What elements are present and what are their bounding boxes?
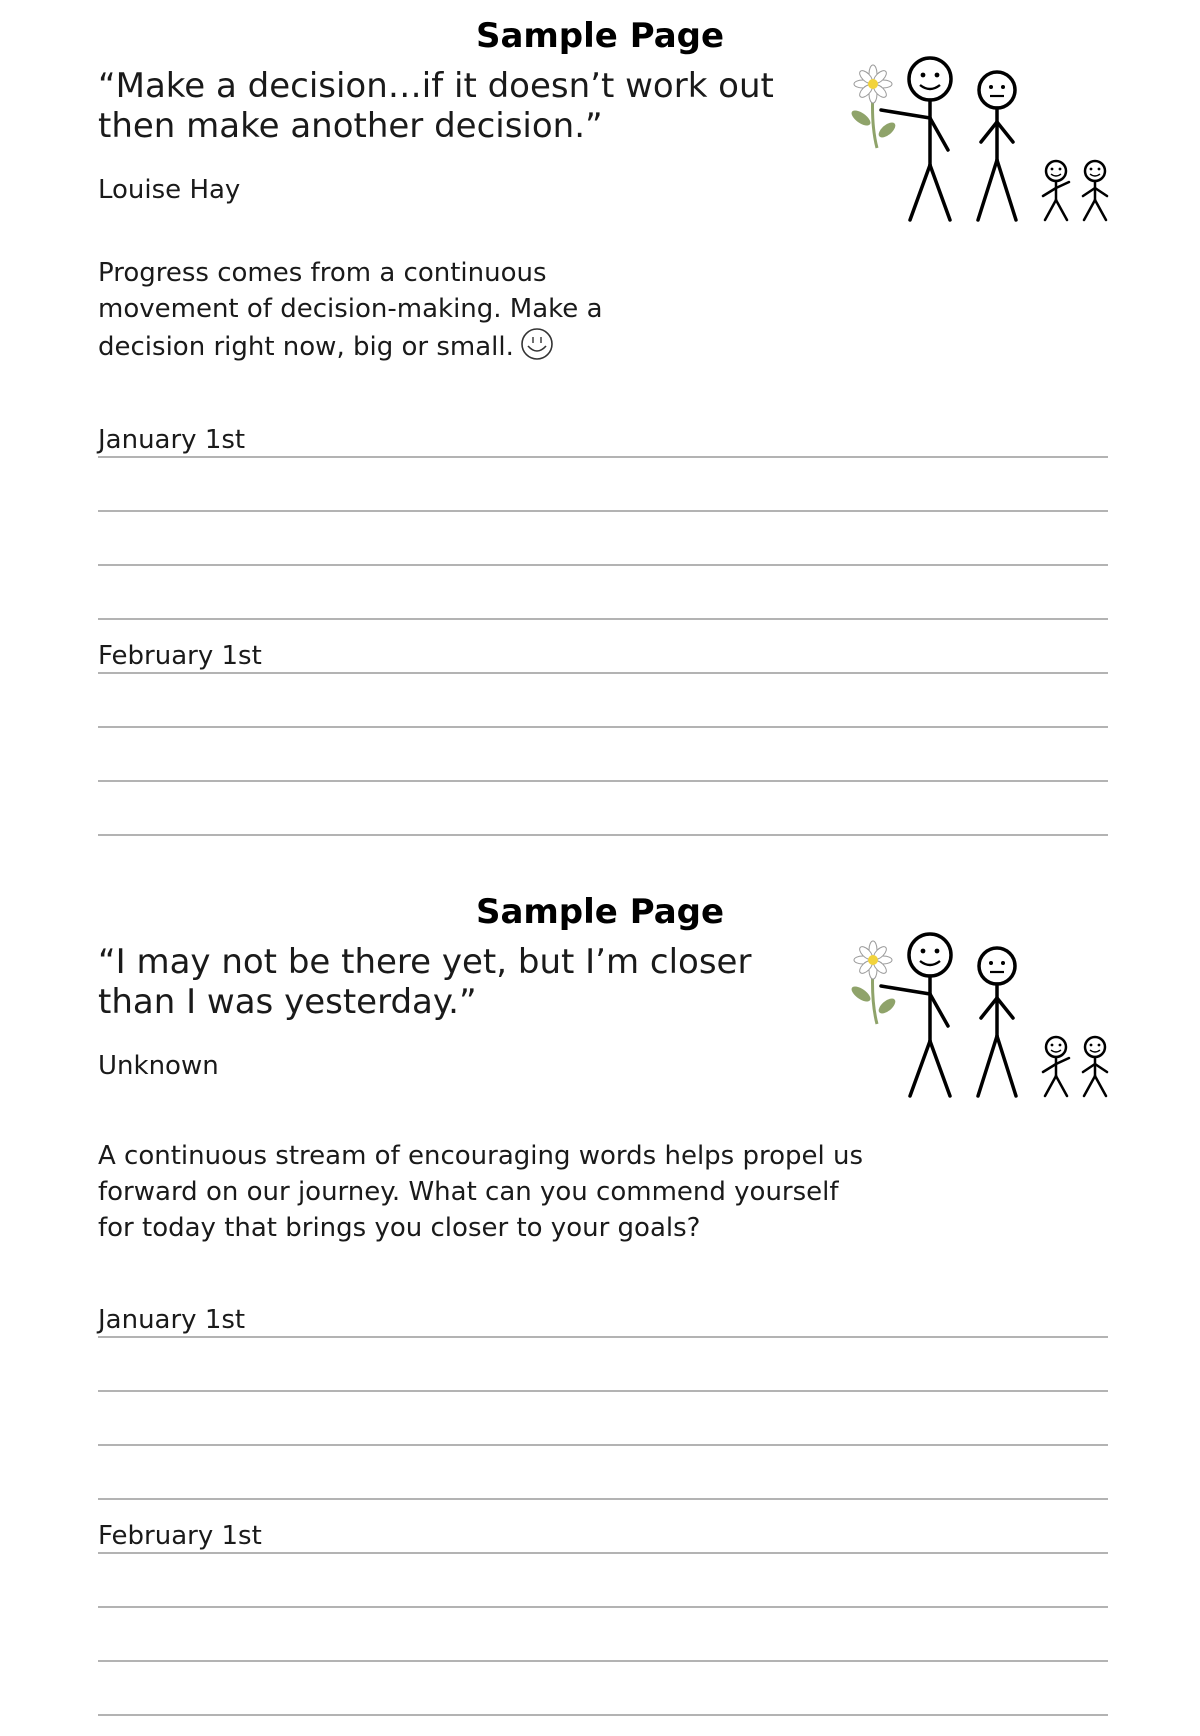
flower-icon <box>849 65 898 148</box>
writing-line[interactable] <box>98 1498 1108 1500</box>
quote-author: Unknown <box>98 1051 219 1081</box>
journal-section-1 <box>0 0 1200 860</box>
entry-label-february: February 1st <box>98 641 262 671</box>
journal-prompt: A continuous stream of encouraging words helps propel us forward on our journey. What can you commend yourself for today that brings you closer to your goals? <box>98 1141 864 1243</box>
writing-line[interactable] <box>98 1606 1108 1608</box>
entry-label-january: January 1st <box>98 1305 246 1335</box>
writing-line[interactable] <box>98 1660 1108 1662</box>
writing-line[interactable] <box>98 618 1108 620</box>
smiley-face-icon <box>520 327 554 371</box>
writing-line[interactable] <box>98 564 1108 566</box>
page-title: Sample Page <box>475 16 725 56</box>
writing-line[interactable] <box>98 834 1108 836</box>
writing-line[interactable] <box>98 780 1108 782</box>
journal-section-2 <box>0 876 1200 1736</box>
quote-text: “I may not be there yet, but I’m closer than I was yesterday.” <box>98 942 752 1022</box>
writing-line[interactable] <box>98 672 1108 674</box>
writing-line[interactable] <box>98 726 1108 728</box>
quote-author: Louise Hay <box>98 175 241 205</box>
writing-line[interactable] <box>98 456 1108 458</box>
page-title: Sample Page <box>475 892 725 932</box>
writing-line[interactable] <box>98 510 1108 512</box>
flower-icon <box>849 941 898 1024</box>
stick-figure-family-with-flower-icon <box>845 926 1115 1106</box>
entry-label-january: January 1st <box>98 425 246 455</box>
writing-line[interactable] <box>98 1552 1108 1554</box>
quote-text: “Make a decision…if it doesn’t work out then make another decision.” <box>98 66 774 146</box>
stick-figure-family-with-flower-icon <box>845 50 1115 230</box>
writing-line[interactable] <box>98 1390 1108 1392</box>
writing-line[interactable] <box>98 1444 1108 1446</box>
journal-prompt <box>98 255 618 371</box>
writing-line[interactable] <box>98 1714 1108 1716</box>
prompt-text: Progress comes from a continuous movement of decision-making. Make a decision right now, big or small. <box>98 258 603 362</box>
entry-label-february: February 1st <box>98 1521 262 1551</box>
writing-line[interactable] <box>98 1336 1108 1338</box>
